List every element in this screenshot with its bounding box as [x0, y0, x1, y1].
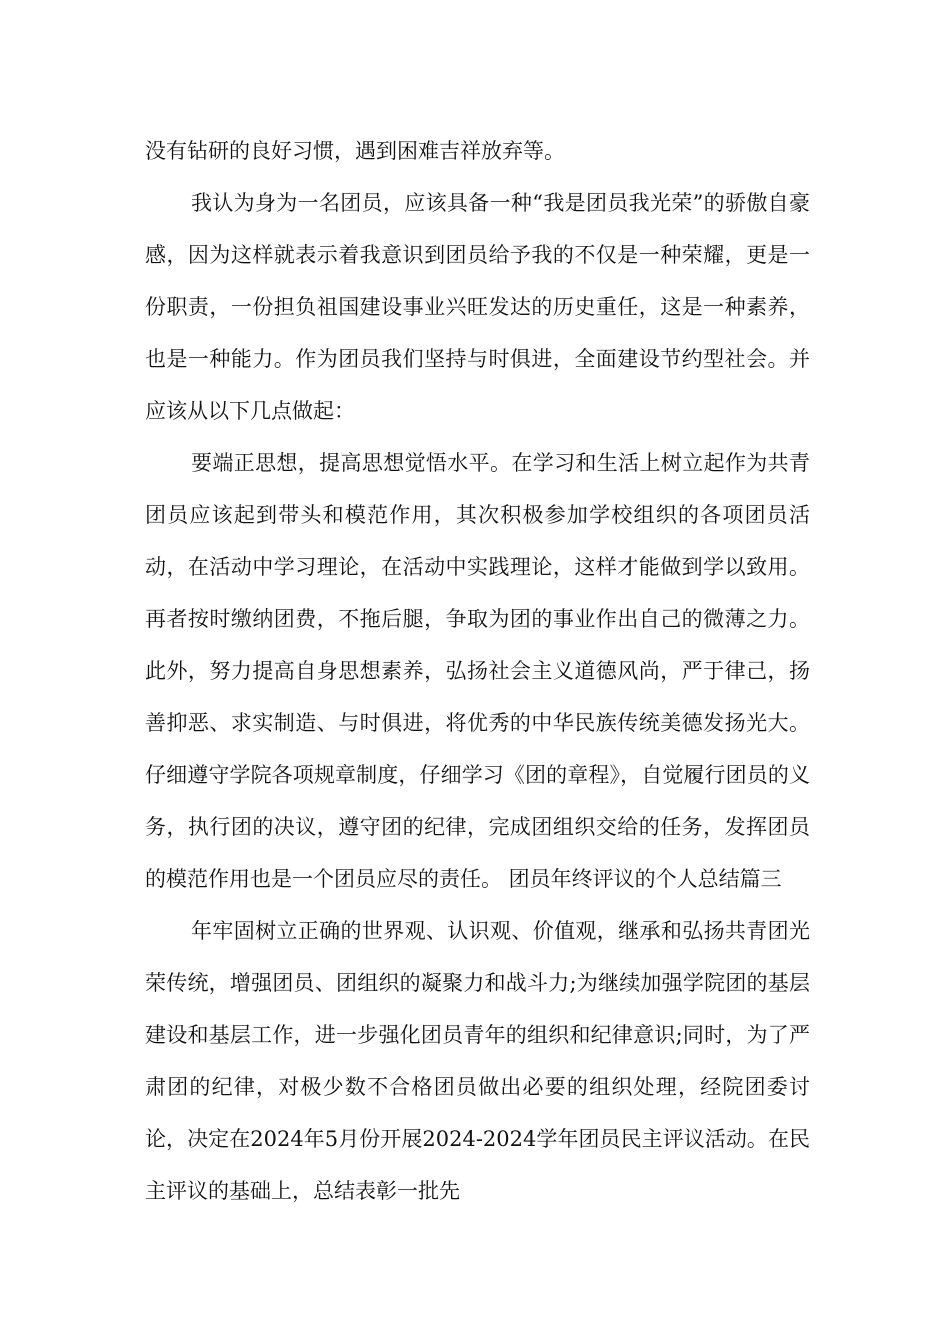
paragraph-3: 要端正思想，提高思想觉悟水平。在学习和生活上树立起作为共青团员应该起到带头和模范作用，其次积极参加学校组织的各项团员活动，在活动中学习理论，在活动中实践理论，这样才能做到学以致用。再者按时缴纳团费，不拖后腿，争取为团的事业作出自己的微薄之力。此外，努力提高自身思想素养，弘扬社会主义道德风尚，严于律己，扬善抑恶、求实制造、与时俱进，将优秀的中华民族传统美德发扬光大。仔细遵守学院各项规章制度，仔细学习《团的章程》，自觉履行团员的义务，执行团的决议，遵守团的纪律，完成团组织交给的任务，发挥团员的模范作用也是一个团员应尽的责任。 团员年终评议的个人总结篇三	[145, 451, 810, 891]
paragraph-4: 年牢固树立正确的世界观、认识观、价值观，继承和弘扬共青团光荣传统，增强团员、团组织的凝聚力和战斗力;为继续加强学院团的基层建设和基层工作，进一步强化团员青年的组织和纪律意识;同时，为了严肃团的纪律，对极少数不合格团员做出必要的组织处理，经院团委讨论，决定在2024年5月份开展2024-2024学年团员民主评议活动。在民主评议的基础上，总结表彰一批先	[145, 919, 810, 1203]
document-body	[145, 125, 810, 1217]
paragraph-1: 没有钻研的良好习惯，遇到困难吉祥放弃等。	[145, 139, 565, 163]
paragraph-2: 我认为身为一名团员，应该具备一种“我是团员我光荣”的骄傲自豪感，因为这样就表示着我意识到团员给予我的不仅是一种荣耀，更是一份职责，一份担负祖国建设事业兴旺发达的历史重任，这是一种素养，也是一种能力。作为团员我们坚持与时俱进，全面建设节约型社会。并应该从以下几点做起：	[145, 191, 810, 423]
